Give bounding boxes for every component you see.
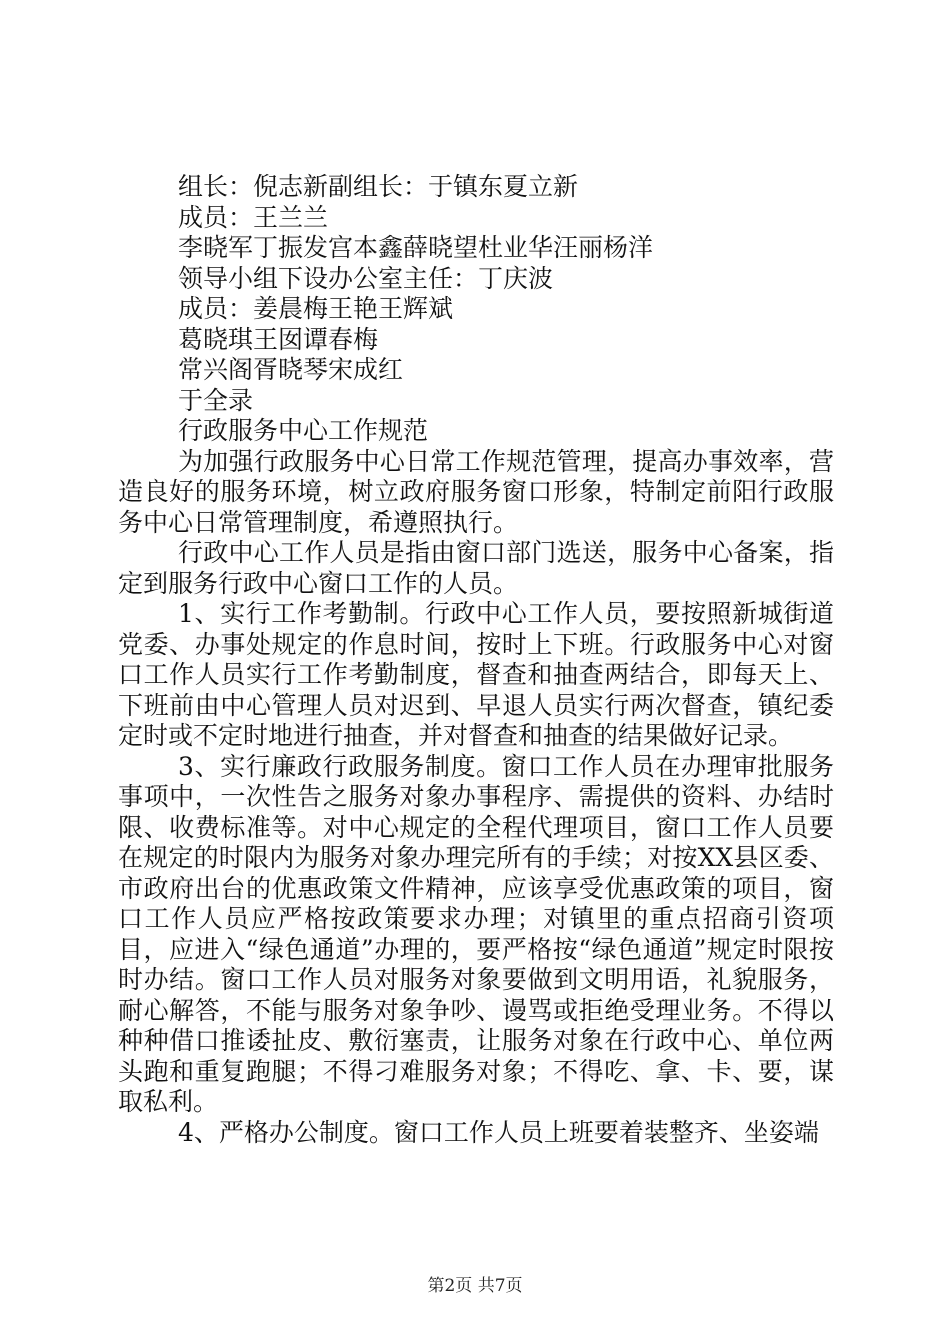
paragraph-definition: 行政中心工作人员是指由窗口部门选送，服务中心备案，指定到服务行政中心窗口工作的人员。 [118,538,834,598]
office-member-names-line: 葛晓琪王囡谭春梅 [178,324,379,354]
member-names-line: 李晓军丁振发宫本鑫薛晓望杜业华汪丽杨洋 [178,233,654,262]
member-line: 成员：王兰兰 [178,202,329,232]
office-member-names-line: 于全录 [178,385,254,415]
paragraph-item-4: 4、严格办公制度。窗口工作人员上班要着装整齐、坐姿端 [178,1117,819,1147]
office-member-names-line: 常兴阁胥晓琴宋成红 [178,355,404,384]
paragraph-intro: 为加强行政服务中心日常工作规范管理，提高办事效率，营造良好的服务环境，树立政府服务窗口形象，特制定前阳行政服务中心日常管理制度，希遵照执行。 [118,446,834,537]
document-body [118,172,834,1148]
section-title: 行政服务中心工作规范 [178,416,429,445]
paragraph-item-3: 3、实行廉政行政服务制度。窗口工作人员在办理审批服务事项中，一次性告之服务对象办事程序、需提供的资料、办结时限、收费标准等。对中心规定的全程代理项目，窗口工作人员要在规定的时限内为服务对象办理完所有的手续；对按XX县区委、市政府出台的优惠政策文件精神，应该享受优惠政策的项目，窗口工作人员应严格按政策要求办理；对镇里的重点招商引资项目，应进入“绿色通道”办理的，要严格按“绿色通道”规定时限按时办结。窗口工作人员对服务对象要做到文明用语，礼貌服务，耐心解答，不能与服务对象争吵、谩骂或拒绝受理业务。不得以种种借口推诿扯皮、敷衍塞责，让服务对象在行政中心、单位两头跑和重复跑腿；不得刁难服务对象；不得吃、拿、卡、要，谋取私利。 [118,751,834,1116]
office-director-line: 领导小组下设办公室主任：丁庆波 [178,263,554,293]
paragraph-item-1: 1、实行工作考勤制。行政中心工作人员，要按照新城街道党委、办事处规定的作息时间，按时上下班。行政服务中心对窗口工作人员实行工作考勤制度，督查和抽查两结合，即每天上、下班前由中心管理人员对迟到、早退人员实行两次督查，镇纪委定时或不定时地进行抽查，并对督查和抽查的结果做好记录。 [118,599,834,750]
leader-line: 组长：倪志新副组长：于镇东夏立新 [178,172,579,201]
office-member-line: 成员：姜晨梅王艳王辉斌 [178,294,454,323]
page-number-footer: 第2页 共7页 [427,1276,523,1296]
